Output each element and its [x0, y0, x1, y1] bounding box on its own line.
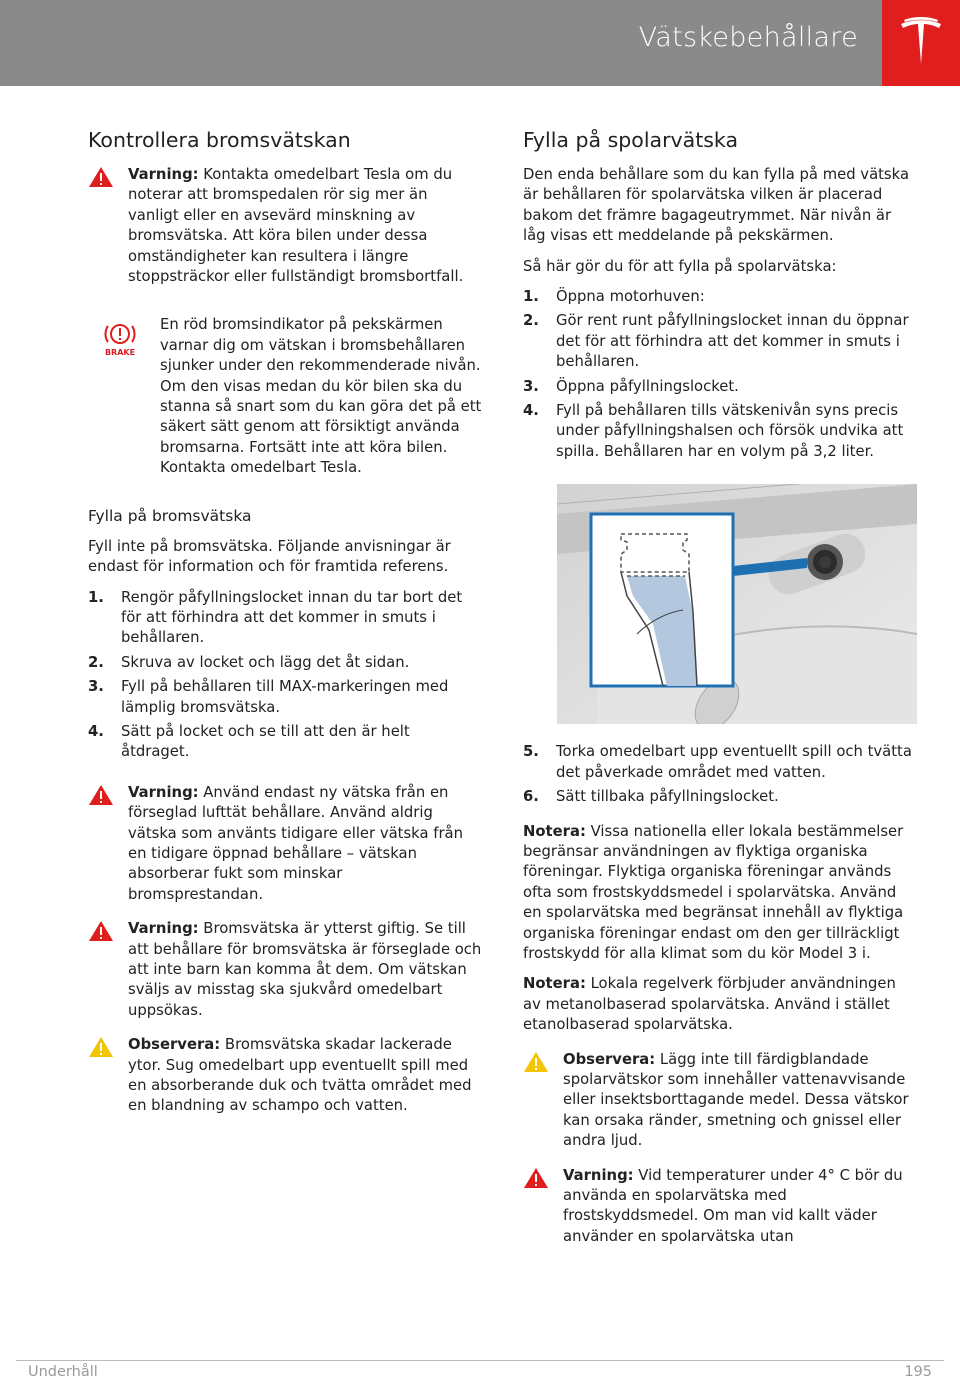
- page-title: Vätskebehållare: [638, 22, 858, 53]
- note-text: Lokala regelverk förbjuder användningen av metanolbaserad spolarvätska. Använd i stället etanolbaserad spolarvätska.: [523, 975, 896, 1034]
- caution-icon: [88, 1036, 114, 1058]
- warning-text: Bromsvätska är ytterst giftig. Se till att behållare för bromsvätska är förseglade och att inte barn kan komma åt dem. Om vätskan sväljs av misstag ska sjukvård omedelbart uppsökas.: [128, 920, 482, 1019]
- list-item: 5. Torka omedelbart upp eventuellt spill och tvätta det påverkade området med vatten.: [523, 743, 912, 781]
- warning-icon: [523, 1167, 549, 1189]
- brand-logo: [882, 0, 960, 86]
- brake-indicator-text: En röd bromsindikator på pekskärmen varnar dig om vätskan i bromsbehållaren sjunker under den rekommenderade nivån. Om den visas medan du kör bilen ska du stanna så snart som du kan göra det på ett säkert sätt genom att försiktigt använda bromsarna. Fortsätt inte att köra bilen. Kontakta omedelbart Tesla.: [160, 316, 482, 477]
- footer-divider: [16, 1360, 944, 1361]
- paragraph: Fyll inte på bromsvätska. Följande anvisningar är endast för information och för framtida referens.: [88, 537, 451, 576]
- list-item: 4. Sätt på locket och se till att den är helt åtdraget.: [88, 722, 410, 761]
- list-item: 4. Fyll på behållaren tills vätskenivån syns precis under påfyllningshalsen och försök undvika att spilla. Behållaren har en volym på 3,2 liter.: [523, 402, 904, 460]
- section-heading-brake-fluid: Kontrollera bromsvätskan: [88, 128, 351, 152]
- list-item: 3. Fyll på behållaren till MAX-markeringen med lämplig bromsvätska.: [88, 678, 449, 716]
- footer-section: Underhåll: [28, 1364, 98, 1380]
- brake-steps-list: [88, 588, 482, 763]
- page-number: 195: [904, 1364, 932, 1380]
- list-item: 6. Sätt tillbaka påfyllningslocket.: [523, 788, 779, 806]
- tesla-logo-icon: [898, 16, 944, 70]
- list-item: 3. Öppna påfyllningslocket.: [523, 377, 739, 395]
- subheading-fill-brake-fluid: Fylla på bromsvätska: [88, 506, 252, 525]
- caution-text: Bromsvätska skadar lackerade ytor. Sug omedelbart upp eventuellt spill med en absorberande duk och tvätta området med en blandning av schampo och vatten.: [128, 1036, 472, 1115]
- brake-icon-label: BRAKE: [104, 348, 136, 358]
- warning-icon: [88, 166, 114, 188]
- warning-label: Varning:: [128, 166, 199, 183]
- note-label: Notera:: [523, 822, 586, 840]
- caution-label: Observera:: [128, 1036, 221, 1054]
- warning-label: Varning:: [128, 783, 199, 801]
- paragraph: Den enda behållare som du kan fylla på med vätska är behållaren för spolarvätska vilken är placerad bakom det främre bagageutrymmet. När nivån är låg visas ett meddelande på pekskärmen.: [523, 166, 910, 245]
- list-item: 1. Rengör påfyllningslocket innan du tar bort det för att förhindra att det kommer in smuts i behållaren.: [88, 588, 463, 647]
- warning-text: Vid temperaturer under 4° C bör du använda en spolarvätska med frostskyddsmedel. Om man vid kallt väder använder en spolarvätska utan: [563, 1166, 903, 1245]
- right-column: [523, 128, 917, 1257]
- brake-indicator-note: [88, 315, 482, 478]
- paragraph: Så här gör du för att fylla på spolarvätska:: [523, 257, 837, 275]
- list-item: 1. Öppna motorhuven:: [523, 288, 705, 306]
- section-heading-washer-fluid: Fylla på spolarvätska: [523, 128, 739, 152]
- warning-icon: [88, 784, 114, 806]
- brake-indicator-icon: [100, 321, 140, 357]
- list-item: 2. Skruva av locket och lägg det åt sidan.: [88, 653, 410, 671]
- warning-text: Använd endast ny vätska från en förseglad lufttät behållare. Använd aldrig vätska som använts tidigare eller vätska från en tidigare öppnad behållare – vätskan absorberar fukt som minskar bromsprestandan.: [128, 783, 463, 903]
- warning-callout: [523, 1166, 917, 1248]
- warning-label: Varning:: [563, 1166, 634, 1184]
- washer-reservoir-illustration: [557, 484, 917, 724]
- warning-text: Kontakta omedelbart Tesla om du noterar att bromspedalen rör sig mer än vanligt eller en avsevärd minskning av bromsvätska. Att köra bilen under dessa omständigheter kan resultera i längre stoppsträckor eller fullständigt bromsbortfall.: [128, 166, 464, 286]
- warning-callout: [88, 165, 482, 287]
- note-paragraph: [523, 822, 917, 965]
- note-text: Vissa nationella eller lokala bestämmelser begränsar användningen av flyktiga organiska föreningar. Flyktiga organiska föreningar används ofta som frostskyddsmedel i spolarvätska. Använd en spolarvätska med begränsat innehåll av flyktiga organiska föreningar endast om den ger tillräckligt frostskydd för alla klimat som du kör Model 3 i.: [523, 822, 904, 962]
- washer-steps-list: [523, 287, 917, 462]
- caution-text: Lägg inte till färdigblandade spolarvätskor som innehåller vattenavvisande eller insektsborttagande medel. Dessa vätskor kan orsaka ränder, smetning och gnissel eller andra ljud.: [563, 1050, 909, 1150]
- note-label: Notera:: [523, 975, 586, 993]
- caution-label: Observera:: [563, 1050, 656, 1068]
- list-item: 2. Gör rent runt påfyllningslocket innan du öppnar det för att förhindra att det kommer in smuts i behållaren.: [523, 312, 909, 371]
- warning-callout: [88, 783, 482, 905]
- caution-icon: [523, 1051, 549, 1073]
- warning-icon: [88, 920, 114, 942]
- note-paragraph: [523, 974, 917, 1035]
- warning-callout: [88, 919, 482, 1021]
- washer-steps-list-continued: [523, 742, 917, 807]
- page-header: [0, 0, 882, 86]
- warning-label: Varning:: [128, 920, 199, 938]
- caution-callout: [523, 1050, 917, 1152]
- left-column: [88, 128, 482, 1127]
- caution-callout: [88, 1035, 482, 1117]
